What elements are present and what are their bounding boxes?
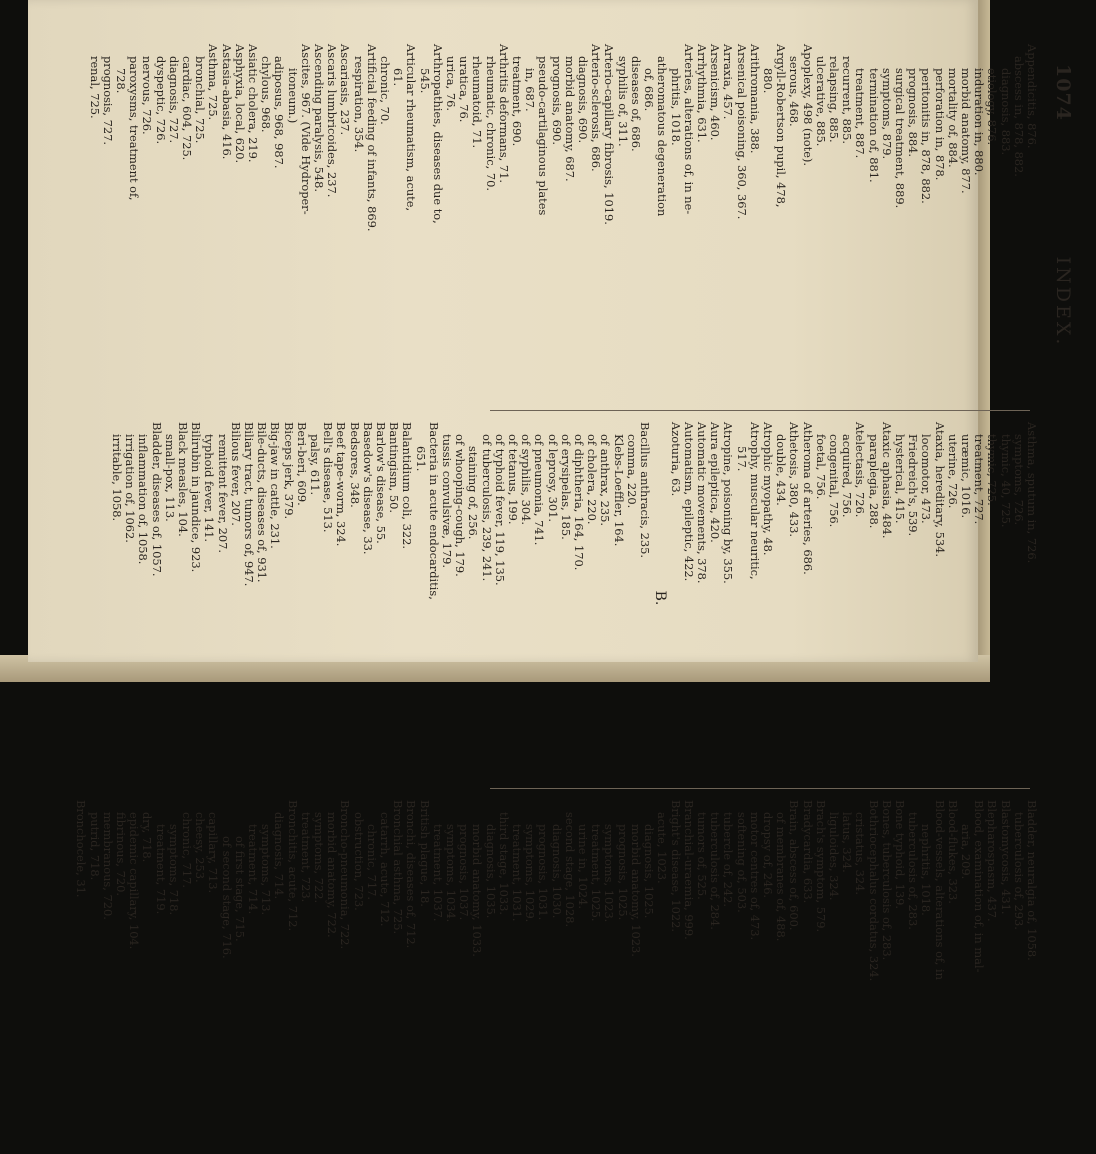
index-entry: Barlow's disease, 55. [374, 422, 389, 544]
index-entry: prognosis, 727. [100, 56, 115, 146]
index-entry: Brain, abscess of, 600. [787, 800, 802, 931]
index-entry: Bacteria in acute endocarditis, [426, 422, 441, 600]
index-entry: symptoms, 1023. [602, 824, 617, 923]
book-page [28, 0, 1074, 982]
index-entry: cristatus, 324. [853, 812, 868, 896]
index-entry: symptoms, 722. [312, 812, 327, 904]
index-entry: morbid anatomy, 877. [958, 68, 973, 194]
index-entry: acute, 1023. [655, 812, 670, 884]
index-entry: chronic, 717. [180, 812, 194, 888]
index-entry: Bladder, neuralgia of, 1058. [1025, 800, 1039, 961]
index-entry: Appendicitis, 876. [1025, 44, 1039, 149]
index-entry: Blood-vessels, alterations of, in [932, 800, 947, 980]
index-entry: putrid, 718. [87, 812, 102, 881]
section-letter: B. [652, 590, 669, 606]
index-entry: renal, 725. [87, 56, 102, 119]
index-entry: recurrent, 885. [840, 56, 855, 145]
index-entry: 61. [391, 68, 406, 87]
index-entry: Arrhythmia, 631. [694, 44, 709, 143]
index-entry: Arithromania, 388. [747, 44, 762, 154]
page-header [1048, 0, 1078, 622]
index-entry: British plague, 18. [417, 800, 432, 907]
index-entry: tussis convulsivæ, 179. [440, 434, 455, 568]
index-entry: treatment, 1025. [589, 824, 604, 922]
index-entry: Ataxic aphasia, 484. [879, 422, 894, 539]
index-entry: mortality of, 884. [945, 68, 960, 168]
index-entry: diagnosis, 1030. [549, 824, 564, 919]
index-entry: Big-jaw in cattle, 231. [268, 422, 283, 549]
index-entry: treatment, 690. [510, 56, 525, 147]
index-entry: uterine, 726. [945, 434, 960, 509]
index-entry: paraplegia, 288. [866, 434, 881, 529]
index-entry: of cholera, 220. [585, 434, 600, 525]
index-entry: Balantidium coli, 322. [400, 422, 415, 549]
index-entry: of syphilis, 304. [519, 434, 534, 525]
index-entry: staining of, 256. [466, 446, 481, 540]
index-entry: Bothriocephalus cordatus, 324. [866, 800, 881, 982]
index-entry: uræmic, 1016. [958, 434, 973, 519]
index-entry: fibrinous, 720. [113, 812, 128, 896]
index-entry: in, 687. [523, 68, 538, 112]
index-entry: Asiatic cholera, 219. [246, 44, 261, 163]
index-entry: 728. [113, 68, 128, 94]
index-entry: Bladder, diseases of, 1057. [149, 422, 164, 577]
index-entry: Atheroma of arteries, 686. [800, 422, 815, 575]
index-entry: Friedreich's, 539. [906, 434, 921, 537]
index-entry: itoneum.) [285, 68, 300, 124]
index-entry: abscess in, 878, 882. [1011, 56, 1026, 177]
index-entry: remittent fever, 207. [215, 434, 230, 553]
index-entry: symptoms, 879. [879, 68, 894, 160]
index-entry: Arsenicism, 460. [708, 44, 723, 141]
index-entry: Arterio-capillary fibrosis, 1019. [602, 44, 617, 225]
index-entry: Beri-beri, 609. [294, 422, 309, 506]
index-entry: bronchial, 725. [193, 56, 208, 144]
index-entry: Blastomycosis, 431. [998, 800, 1013, 915]
index-entry: 880. [760, 68, 775, 94]
index-entry: of typhoid fever, 119, 135. [492, 434, 507, 586]
index-entry: Black measles, 104. [176, 422, 190, 537]
index-entry: diagnosis, 1025. [642, 824, 657, 919]
index-entry: membranous, 720. [100, 812, 115, 920]
index-entry: capillary, 713. [206, 812, 221, 894]
index-entry: third stage, 1033. [496, 812, 511, 916]
index-entry: Atropine, poisoning by, 355. [721, 422, 736, 584]
index-entry: catarrh, acute, 712. [378, 812, 393, 927]
index-entry: Bilirubin in jaundice, 923. [189, 422, 204, 573]
index-entry: symptoms, 1034. [444, 824, 459, 923]
index-entry: prognosis, 1031. [536, 824, 551, 921]
index-entry: palsy, 611. [308, 434, 323, 496]
index-entry: chronic, 717. [364, 824, 379, 900]
index-entry: Automatism, epileptic, 422. [681, 422, 696, 582]
index-entry: Atrophy, muscular neuritic, [747, 422, 762, 580]
index-entry: morbid anatomy, 722. [325, 812, 340, 938]
index-entry: Bronchial asthma, 725. [391, 800, 406, 935]
index-entry: treatment, 1031. [510, 824, 525, 922]
index-entry: Klebs-Loeffler, 164. [611, 434, 626, 547]
index-entry: prognosis, 1037. [457, 824, 472, 921]
index-entry: second stage, 1028. [562, 812, 577, 928]
index-entry: uratica, 76. [457, 56, 472, 123]
index-entry: irrigation of, 1062. [123, 434, 138, 543]
index-entry: etiology, 876. [985, 68, 1000, 146]
index-entry: chylous, 968. [259, 56, 274, 133]
index-entry: Branchial-uraemia, 999. [681, 800, 696, 940]
index-entry: Arraxia, 457. [721, 44, 736, 120]
index-column-3 [74, 800, 1039, 1152]
index-entry: double, 434. [774, 434, 789, 506]
index-entry: treatment, 723. [298, 812, 313, 903]
index-entry: peritonitis in, 878, 882. [919, 68, 934, 204]
index-entry: of, 686. [642, 68, 657, 112]
index-entry: symptoms, 1029. [523, 824, 538, 923]
index-entry: prognosis, 884. [906, 68, 921, 158]
index-entry: thymic, 40, 725. [998, 434, 1013, 528]
index-entry: tuberculosis of, 284. [708, 812, 723, 930]
index-entry: prognosis, 1025. [615, 824, 630, 921]
index-entry: diagnosis, 690. [576, 56, 591, 144]
index-entry: pseudo-cartilaginous plates [536, 56, 551, 216]
index-entry: treatment, 727. [972, 434, 987, 525]
column-divider [490, 410, 1030, 411]
index-entry: morbid anatomy, 687. [562, 56, 577, 182]
index-entry: Bell's disease, 513. [321, 422, 336, 533]
index-entry: Ascariasis, 237. [338, 44, 353, 136]
index-entry: motor centres of, 473. [747, 812, 762, 941]
index-entry: of whooping-cough, 179. [453, 434, 468, 577]
index-entry: thymic, 725. [985, 434, 1000, 506]
index-entry: Artificial feeding of infants, 869. [364, 44, 379, 232]
index-entry: Ascites, 967. (Vide Hydroper- [298, 44, 313, 215]
index-entry: tumors of, 525. [694, 812, 709, 900]
index-entry: Ascaris lumbricoides, 237. [325, 44, 340, 198]
index-entry: Bradycardia, 633. [800, 800, 815, 904]
column-divider [490, 788, 1030, 789]
index-entry: Biliary tract, tumors of, 947. [242, 422, 257, 587]
index-entry: tubercle of, 242. [721, 812, 736, 908]
index-entry: small-pox, 113. [162, 434, 177, 522]
index-entry: congenital, 756. [826, 434, 841, 528]
index-entry: Apoplexy, 498 (note). [800, 44, 815, 167]
index-entry: Arsenical poisoning, 360, 367. [734, 44, 749, 220]
index-entry: Astasia-abasia, 416. [219, 44, 234, 160]
index-entry: Arteries, alterations of, in ne- [681, 44, 696, 215]
index-entry: epidemic capillary, 104. [127, 812, 142, 950]
index-entry: rheumatoid, 71. [470, 56, 485, 149]
index-entry: Bright's disease, 1022. [668, 800, 683, 933]
index-entry: paroxysms, treatment of, [127, 56, 142, 201]
index-entry: atheromatous degeneration [655, 56, 670, 217]
index-entry: foetal, 756. [813, 434, 828, 500]
index-entry: dropsy of, 246. [760, 812, 775, 899]
index-entry: cardiac, 604, 725. [180, 56, 194, 161]
index-entry: diagnosis, 1035. [483, 824, 498, 919]
index-entry: irritable, 1058. [109, 434, 124, 522]
index-entry: diagnosis, 727. [166, 56, 181, 144]
index-entry: Asthma, sputum in, 726. [1025, 422, 1039, 564]
index-entry: morbid anatomy, 1033. [470, 824, 485, 957]
index-entry: of anthrax, 235. [598, 434, 613, 526]
index-entry: relapsing, 885. [826, 56, 841, 143]
index-entry: Bantingism, 50. [387, 422, 402, 513]
index-entry: of erysipelas, 185. [558, 434, 573, 540]
index-entry: diagnosis, 883. [998, 68, 1013, 156]
index-entry: nervous, 726. [140, 56, 155, 135]
index-entry: Biceps jerk, 379. [281, 422, 296, 520]
index-entry: cheesy, 253. [193, 812, 208, 883]
index-entry: nephritis, 1018. [919, 824, 934, 916]
index-entry: Atrophic myopathy, 48. [760, 422, 775, 556]
index-entry: treatment, 714. [246, 824, 261, 915]
index-entry: serous, 468. [787, 56, 802, 127]
index-entry: Bronchocele, 31. [74, 800, 89, 898]
index-entry: softening of, 503. [734, 812, 749, 913]
index-entry: Automatic movements, 378. [694, 422, 709, 584]
index-entry: Athetosis, 380, 433. [787, 422, 802, 538]
index-entry: Beef tape-worm, 324. [334, 422, 349, 547]
index-entry: prognosis, 690. [549, 56, 564, 146]
index-entry: of tuberculosis, 239, 241. [479, 434, 494, 582]
index-entry: syphilis of, 311. [615, 56, 630, 147]
page-title: INDEX. [1052, 256, 1074, 348]
index-entry: diagnosis, 714. [272, 812, 287, 900]
index-entry: Ataxia, hereditary, 534. [932, 422, 947, 558]
index-entry: Bone typhoid, 139. [892, 800, 907, 909]
index-entry: tuberculosis of, 283. [906, 812, 921, 930]
index-entry: tuberculosis of, 293. [1011, 812, 1026, 930]
index-entry: aria, 209. [958, 824, 973, 880]
index-entry: dyspeptic, 726. [153, 56, 168, 145]
index-entry: induration in, 880. [972, 68, 987, 176]
index-entry: obstruction, 723. [351, 812, 366, 911]
index-entry: liguloides, 324. [826, 812, 841, 901]
index-entry: Argyll-Robertson pupil, 478, [774, 44, 789, 208]
index-entry: chronic, 70. [378, 56, 393, 125]
index-entry: Asthma, 725. [206, 44, 221, 121]
index-column-2 [109, 422, 1039, 774]
index-entry: symptoms, 713. [259, 824, 274, 916]
index-entry: Bile-ducts, diseases of, 931. [255, 422, 270, 583]
index-entry: phritis, 1018. [668, 68, 683, 146]
index-entry: Bronchitis, acute, 712. [285, 800, 300, 932]
index-entry: morbid anatomy, 1023. [628, 824, 643, 957]
index-entry: acquired, 756. [840, 434, 855, 518]
index-entry: surgical treatment, 889. [892, 68, 907, 209]
index-entry: diseases of, 686. [628, 56, 643, 152]
index-entry: urine in, 1024. [576, 824, 591, 909]
index-entry: adiposus, 968, 987. [272, 56, 287, 169]
index-entry: perforation in, 878. [932, 68, 947, 181]
index-entry: 545. [417, 68, 432, 94]
index-entry: rheumatic, chronic, 70. [483, 56, 498, 192]
index-entry: Arthropathies, diseases due to, [430, 44, 445, 224]
index-entry: Articular rheumatism, acute, [404, 44, 419, 212]
index-entry: of diphtheria, 164, 170. [572, 434, 587, 571]
page-number: 1074 [1052, 64, 1074, 121]
index-entry: symptoms, 718. [166, 824, 181, 916]
index-entry: of tetanus, 199. [506, 434, 521, 525]
index-entry: urica, 76. [444, 56, 459, 111]
index-entry: dry, 718. [140, 812, 155, 863]
index-entry: Arthritis deformans, 71. [496, 44, 511, 184]
index-columns [74, 44, 1039, 1154]
index-entry: ulcerative, 885. [813, 56, 828, 147]
index-entry: treatment, 719. [153, 824, 168, 915]
index-entry: 517. [734, 446, 749, 472]
index-entry: locomotor, 473. [919, 434, 934, 524]
index-entry: comma, 220. [624, 434, 639, 509]
index-entry: Ascending paralysis, 548. [312, 44, 327, 193]
index-entry: of pneumonia, 741. [532, 434, 547, 546]
index-entry: Brach's symptom, 579. [813, 800, 828, 933]
index-entry: Bones, tuberculosis of, 283. [879, 800, 894, 961]
index-entry: Azoturia, 63. [668, 422, 683, 497]
index-entry: Bilious fever, 207. [228, 422, 243, 526]
index-entry: Asphyxia, local, 620. [232, 44, 247, 164]
index-entry: Broncho-pneumonia, 722. [338, 800, 353, 950]
index-entry: symptoms, 726. [1011, 434, 1026, 526]
index-entry: Atelectasis, 726. [853, 422, 868, 518]
index-entry: inflammation of, 1058. [136, 434, 151, 565]
index-entry: Blepharospasm, 437. [985, 800, 1000, 922]
index-entry: termination of, 881. [866, 68, 881, 183]
index-entry: Arterio-sclerosis, 686. [589, 44, 604, 172]
index-entry: typhoid fever, 141. [202, 434, 217, 542]
index-entry: 651. [413, 446, 428, 472]
index-entry: Aura epileptica, 420. [708, 422, 723, 543]
index-entry: latus, 324. [840, 812, 855, 873]
index-entry: Blood-flukes, 323. [945, 800, 960, 904]
index-entry: hysterical, 415. [892, 434, 907, 524]
index-column-1 [87, 44, 1039, 396]
index-entry: Bacillus anthracis, 235. [638, 422, 653, 559]
index-entry: of leprosy, 301. [545, 434, 560, 523]
index-entry: treatment, 887. [853, 68, 868, 159]
index-entry: of membranes of, 488. [774, 812, 789, 942]
index-entry: Bedsores, 348. [347, 422, 362, 508]
index-entry: respiration, 354. [351, 56, 366, 153]
index-entry: of first stage, 715. [232, 836, 247, 942]
index-entry: Blood, examination of, in mal- [972, 800, 987, 973]
index-entry: Bronchi, diseases of, 712. [404, 800, 419, 949]
index-entry: Basedow's disease, 33. [360, 422, 375, 555]
index-entry: of second stage, 716. [219, 836, 234, 959]
index-entry: treatment, 1037. [430, 824, 445, 922]
